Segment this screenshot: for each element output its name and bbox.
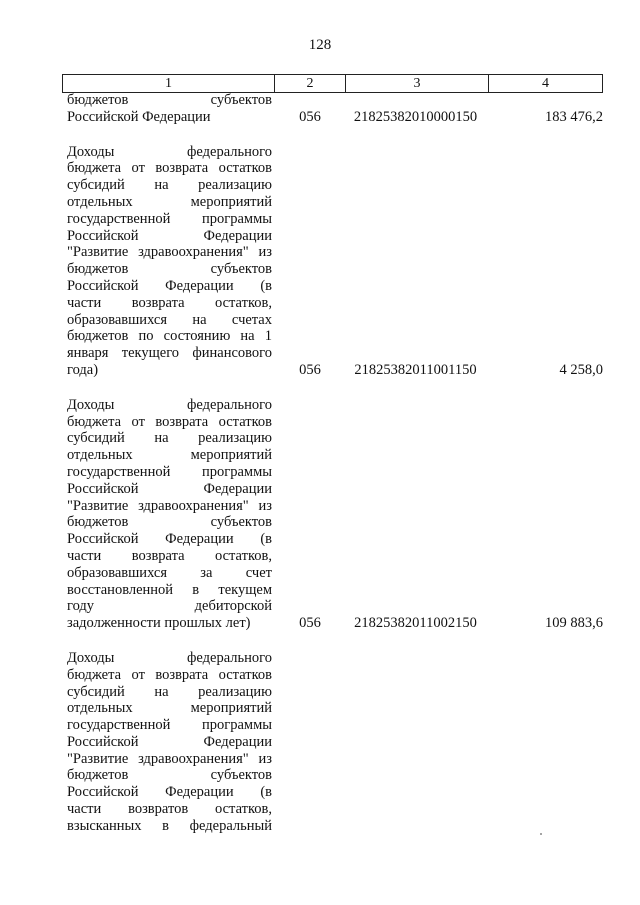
row-budget-code: 21825382011001150 [354, 361, 477, 378]
row-code: 056 [299, 361, 321, 378]
description-line: задолженности прошлых лет) [67, 615, 251, 632]
description-line: Доходы федерального [67, 396, 272, 413]
row-budget-code: 21825382011002150 [354, 615, 477, 632]
description-line: Российской Федерации [67, 733, 272, 750]
description-line: бюджета от возврата остатков [67, 666, 272, 683]
description-line: бюджета от возврата остатков [67, 160, 272, 177]
row-description [67, 650, 272, 835]
description-line: отдельных мероприятий [67, 193, 272, 210]
description-line: Российской Федерации (в [67, 277, 272, 294]
row-description [67, 397, 272, 632]
description-line: "Развитие здравоохранения" из [67, 750, 272, 767]
table-row [0, 92, 640, 126]
description-line: Доходы федерального [67, 649, 272, 666]
column-header-row [63, 75, 603, 93]
description-line: образовавшихся за счет [67, 564, 272, 581]
description-line: бюджетов субъектов [67, 767, 272, 784]
table-row [0, 650, 640, 835]
column-header-3: 3 [346, 75, 489, 93]
description-line: субсидий на реализацию [67, 683, 272, 700]
description-line: части возврата остатков, [67, 294, 272, 311]
description-line: отдельных мероприятий [67, 447, 272, 464]
scan-speck [540, 833, 542, 835]
description-line: года) [67, 361, 99, 378]
description-line: субсидий на реализацию [67, 430, 272, 447]
description-line: Доходы федерального [67, 143, 272, 160]
description-line: Российской Федерации (в [67, 531, 272, 548]
description-line: образовавшихся на счетах [67, 311, 272, 328]
description-line: "Развитие здравоохранения" из [67, 244, 272, 261]
description-line: Российской Федерации [67, 480, 272, 497]
row-code: 056 [299, 615, 321, 632]
description-line: отдельных мероприятий [67, 700, 272, 717]
description-line: части возвратов остатков, [67, 801, 272, 818]
row-amount: 4 258,0 [559, 361, 603, 378]
row-description [67, 144, 272, 379]
row-code: 056 [299, 108, 321, 125]
description-line: бюджетов субъектов [67, 92, 272, 108]
row-amount: 109 883,6 [545, 615, 603, 632]
column-header-4: 4 [489, 75, 603, 93]
description-line: бюджетов субъектов [67, 261, 272, 278]
row-budget-code: 21825382010000150 [353, 108, 478, 125]
column-header-table [62, 74, 603, 93]
table-body [0, 92, 640, 835]
description-line: бюджетов по состоянию на 1 [67, 328, 272, 345]
description-line: Российской Федерации [67, 108, 211, 125]
description-line: бюджетов субъектов [67, 514, 272, 531]
description-line: Российской Федерации [67, 227, 272, 244]
row-description [67, 92, 272, 126]
description-line: государственной программы [67, 463, 272, 480]
description-line: "Развитие здравоохранения" из [67, 497, 272, 514]
description-line: января текущего финансового [67, 345, 272, 362]
column-header-2: 2 [275, 75, 346, 93]
table-row [0, 144, 640, 379]
description-line: части возврата остатков, [67, 547, 272, 564]
description-line: субсидий на реализацию [67, 177, 272, 194]
description-line: Российской Федерации (в [67, 784, 272, 801]
description-line: государственной программы [67, 717, 272, 734]
row-amount: 183 476,2 [545, 108, 603, 125]
table-row [0, 397, 640, 632]
description-line: восстановленной в текущем [67, 581, 272, 598]
column-header-1: 1 [63, 75, 275, 93]
description-line: бюджета от возврата остатков [67, 413, 272, 430]
description-line: взысканных в федеральный [67, 817, 272, 834]
page-number: 128 [308, 37, 332, 53]
description-line: году дебиторской [67, 598, 272, 615]
description-line: государственной программы [67, 210, 272, 227]
